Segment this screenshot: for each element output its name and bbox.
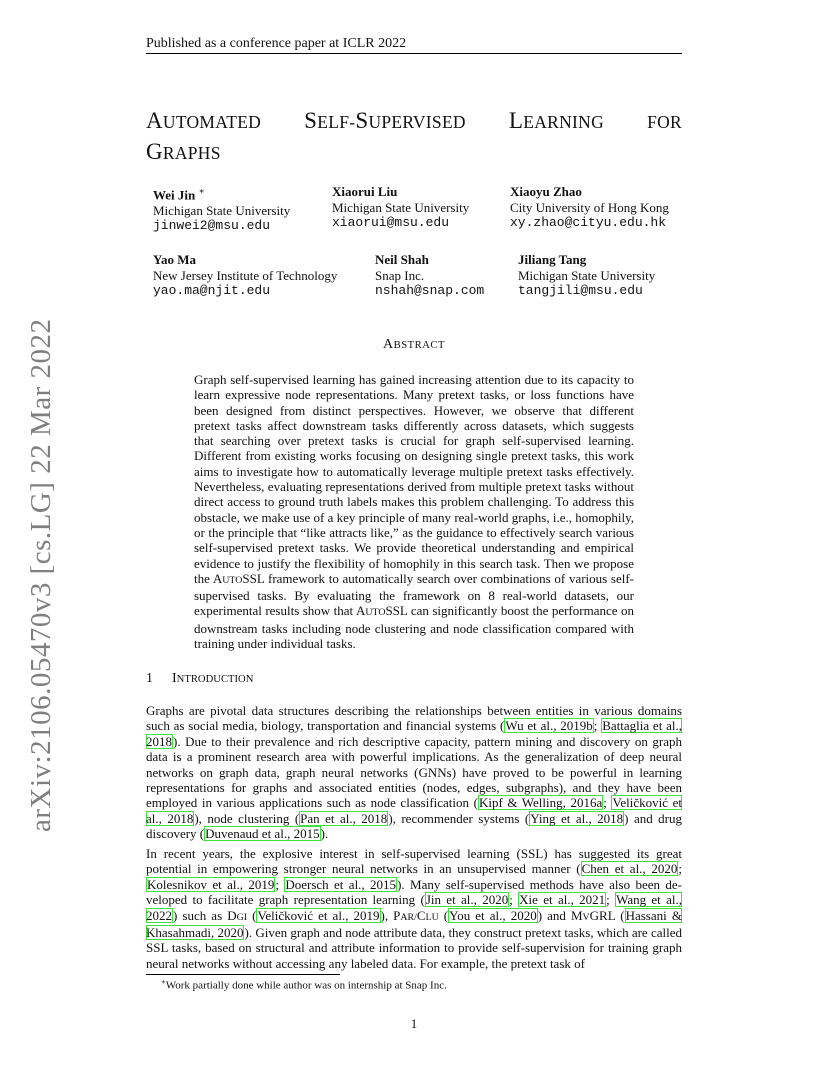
author-email[interactable]: xy.zhao@cityu.edu.hk [510, 215, 667, 230]
paragraph-text: ; [603, 795, 612, 811]
paragraph-text: ). Given graph and node attribute data, they construct pretext tasks, which are called SSL tasks, based on structural and attribute information to provide self-supervision for training graph neural networks without accessing any labeled data. For example, the pretext task of [146, 925, 682, 971]
citation-link[interactable]: Battaglia et al., 2018 [146, 718, 682, 749]
paragraph-text: ; [509, 892, 519, 908]
method-name: DGI [227, 907, 248, 923]
paragraph-text: ) such as [173, 907, 228, 923]
author-email[interactable]: xiaorui@msu.edu [332, 215, 450, 230]
paragraph-text: ). [320, 826, 329, 842]
author-affiliation: Snap Inc. [375, 267, 425, 283]
author-email[interactable]: nshah@snap.com [375, 283, 485, 298]
citation-link[interactable]: Doersch et al., 2015 [285, 876, 397, 892]
method-name: AUTOSSL [355, 603, 408, 619]
footnote-mark: ∗ [161, 978, 166, 986]
author-affiliation: Michigan State University [518, 267, 656, 283]
arxiv-stamp: arXiv:2106.05470v3 [cs.LG] 22 Mar 2022 [25, 318, 57, 832]
citation-link[interactable]: Duvenaud et al., 2015 [205, 826, 320, 842]
author-email[interactable]: jinwei2@msu.edu [153, 218, 271, 234]
citation-link[interactable]: Xie et al., 2021 [519, 892, 606, 908]
author-affiliation: City University of Hong Kong [510, 199, 669, 215]
paragraph-text: Graphs are pivotal data structures describing the relationships between entities in various domains such as social media, biology, transportation and financial systems ( [146, 703, 682, 734]
author-block [375, 252, 484, 299]
section-title: INTRODUCTION [172, 671, 254, 686]
title-word: GRAPHS [146, 139, 221, 164]
paragraph-text: ). Due to their prevalence and rich descriptive capacity, pattern mining and discovery on graph data is a prominent research area with powerful implications. As the generalization of deep neural networks on graph data, graph neural networks (GNNs) have proved to be powerful in learning representations for graphs and associated entities (nodes, edges, subgraphs), and they have been employed in various applications such as node classification ( [146, 733, 682, 811]
running-header: Published as a conference paper at ICLR 2022 [146, 36, 407, 51]
paragraph-text: ) and drug discovery ( [146, 810, 682, 842]
paragraph-text: ) and [537, 907, 571, 923]
section-heading [146, 671, 253, 687]
abstract-text: framework to automatically search over combinations of various self-supervised tasks. By evaluating the framework on 8 real-world datasets, our experimental results show that [194, 570, 635, 619]
citation-link[interactable]: Jin et al., 2020 [425, 892, 509, 908]
paragraph-text: ( [438, 907, 449, 923]
author-name: Yao Ma [153, 252, 196, 267]
citation-link[interactable]: Wu et al., 2019b [505, 718, 593, 734]
author-affiliation: Michigan State University [332, 199, 470, 215]
abstract-heading-text: ABSTRACT [383, 337, 445, 352]
citation-link[interactable]: Chen et al., 2020 [581, 861, 678, 877]
title-word: SELF-SUPERVISED [304, 108, 466, 133]
author-email[interactable]: yao.ma@njit.edu [153, 283, 271, 298]
citation-link[interactable]: You et al., 2020 [449, 907, 537, 923]
abstract-text: can significantly boost the performance on downstream tasks including node clustering and node classification compared with training under individual tasks. [194, 603, 634, 652]
paragraph [146, 846, 682, 971]
author-block [510, 184, 669, 231]
author-block [332, 184, 469, 231]
paragraph-text: ( [615, 907, 625, 923]
author-name: Jiliang Tang [518, 252, 587, 267]
title-line-1 [146, 106, 682, 137]
citation-link[interactable]: Veličković et al., 2018 [146, 795, 682, 826]
author-block [153, 184, 290, 234]
author-name: Neil Shah [375, 252, 429, 267]
author-affiliation: New Jersey Institute of Technology [153, 267, 338, 283]
author-name: Wei Jin [153, 187, 196, 203]
page-number: 1 [410, 1016, 418, 1031]
footnote-rule [146, 974, 340, 975]
citation-link[interactable]: Kipf & Welling, 2016a [478, 795, 603, 811]
title-word: LEARNING [508, 108, 604, 133]
paper-title [146, 106, 682, 168]
author-block [153, 252, 337, 299]
paragraph-text: ; [606, 892, 616, 908]
paragraph-text: ), recommender systems ( [388, 810, 530, 826]
method-name: MVGRL [570, 907, 616, 923]
author-name: Xiaorui Liu [332, 184, 398, 199]
method-name: PAR/CLU [393, 907, 439, 923]
paragraph-text: ), [380, 907, 394, 923]
footnote-text: Work partially done while author was on internship at Snap Inc. [165, 979, 447, 992]
citation-link[interactable]: Hassani & Khasahmadi, 2020 [146, 907, 682, 941]
footnote-mark: ∗ [198, 186, 205, 196]
paragraph [146, 703, 682, 842]
method-name: AUTOSSL [212, 570, 265, 586]
paragraph-text: ; [593, 718, 602, 734]
paragraph-text: ). Many self-supervised methods have also been developed to facilitate graph representation learning ( [146, 876, 682, 908]
title-word: AUTOMATED [146, 108, 262, 133]
title-word: FOR [647, 112, 682, 132]
section-number: 1 [146, 671, 153, 686]
citation-link[interactable]: Pan et al., 2018 [300, 810, 388, 826]
paragraph-text: In recent years, the explosive interest in self-supervised learning (SSL) has suggested its great potential in empowering stronger neural networks in an unsupervised manner ( [146, 846, 682, 877]
paragraph-text: ( [247, 907, 257, 923]
author-name: Xiaoyu Zhao [510, 184, 582, 199]
citation-link[interactable]: Kolesnikov et al., 2019 [147, 876, 275, 892]
citation-link[interactable]: Ying et al., 2018 [530, 810, 624, 826]
paragraph-text: ), node clustering ( [194, 810, 300, 826]
paragraph-text: ; [275, 876, 285, 892]
author-block [518, 252, 655, 299]
author-email[interactable]: tangjili@msu.edu [518, 283, 643, 298]
abstract-heading [0, 337, 828, 353]
abstract-body [194, 372, 634, 651]
paragraph-text: ; [678, 861, 682, 877]
title-line-2 [146, 137, 682, 168]
citation-link[interactable]: Wang et al., 2022 [146, 892, 682, 923]
header-rule [146, 53, 682, 54]
footnote [161, 978, 447, 992]
author-affiliation: Michigan State University [153, 202, 291, 218]
abstract-text: Graph self-supervised learning has gained increasing attention due to its capacity to learn expressive node representations. Many pretext tasks, or loss functions have been designed from distinct perspectives. However, we observe that different pretext tasks affect downstream tasks differently across datasets, which suggests that searching over pretext tasks is crucial for graph self-supervised learning. Different from existing works focusing on designing single pretext tasks, this work aims to investigate how to automatically leverage multiple pretext tasks effectively. Nevertheless, evaluating representations derived from multiple pretext tasks without direct access to ground truth labels makes this problem challenging. To address this obstacle, we make use of a key principle of many real-world graphs, i.e., homophily, or the principle that “like attracts like,” as the guidance to effectively search various self-supervised pretext tasks. We provide theoretical understanding and empirical evidence to justify the flexibility of homophily in this search task. Then we propose the [194, 372, 634, 586]
citation-link[interactable]: Veličković et al., 2019 [257, 907, 380, 923]
